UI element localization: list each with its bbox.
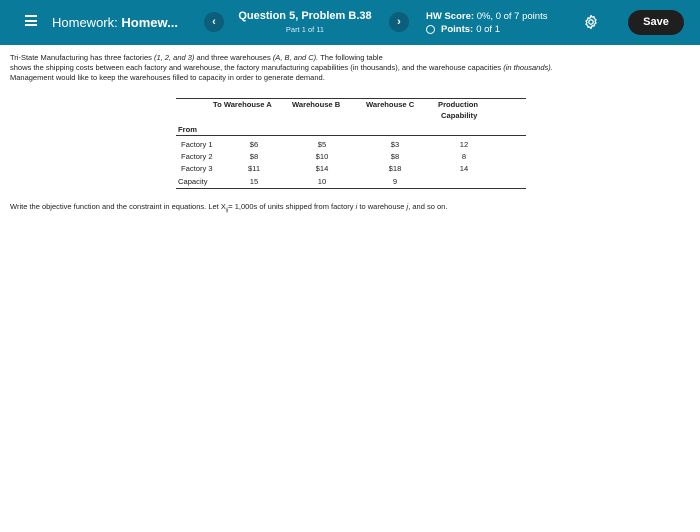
cell-cost-c: $3 (390, 140, 400, 149)
row-label: Factory 3 (181, 164, 213, 173)
problem-text: Tri-State Manufacturing has three factories (10, 53, 154, 62)
header-production: Production (438, 100, 479, 109)
gear-icon[interactable] (583, 14, 599, 30)
problem-units: (in thousands). (503, 63, 553, 72)
header-from: From (178, 125, 197, 134)
cell-cost-c: $8 (390, 152, 400, 161)
problem-line-3: Management would like to keep the warehouses filled to capacity in order to generate demand. (10, 73, 325, 82)
cell-cost-b: $10 (315, 152, 329, 161)
header-warehouse-c: Warehouse C (366, 100, 415, 109)
homework-title[interactable] (52, 15, 178, 30)
save-button[interactable]: Save (628, 10, 684, 35)
previous-question-button[interactable] (204, 12, 224, 32)
problem-text: shows the shipping costs between each factory and warehouse, the factory manufacturing capabilities (in thousands), and the warehouse capacities (10, 63, 504, 72)
top-bar (0, 0, 700, 45)
next-question-button[interactable] (389, 12, 409, 32)
hw-score-value: 0%, 0 of 7 points (476, 11, 548, 22)
problem-line-1 (10, 53, 695, 63)
question-var-i: i (355, 202, 358, 211)
points-label: Points: (441, 24, 474, 35)
header-warehouse-b: Warehouse B (292, 100, 341, 109)
question-subscript: ij (225, 207, 229, 214)
homework-prefix: Homework: (52, 15, 118, 30)
table-rule-header (176, 135, 526, 136)
hw-score (426, 11, 547, 22)
problem-text: and three warehouses (194, 53, 273, 62)
row-label-capacity: Capacity (178, 177, 208, 186)
homework-name: Homew... (121, 15, 178, 30)
cell-cost-b: $5 (317, 140, 327, 149)
hamburger-menu-icon[interactable] (25, 15, 37, 26)
cell-cost-b: $14 (315, 164, 329, 173)
capacity-c: 9 (392, 177, 398, 186)
question-var-j: j (406, 202, 409, 211)
problem-line-2 (10, 63, 695, 73)
problem-warehouses: (A, B, and C). (272, 53, 319, 62)
cell-cost-c: $18 (388, 164, 402, 173)
chevron-left-icon: ‹ (212, 16, 216, 28)
header-warehouse-a: To Warehouse A (213, 100, 272, 109)
problem-statement (10, 53, 695, 83)
capacity-a: 15 (249, 177, 259, 186)
cell-cost-a: $11 (247, 164, 261, 173)
question-text: Write the objective function and the constraint in equations. Let X (10, 202, 226, 211)
points-value: 0 of 1 (476, 24, 500, 35)
points-circle-icon (426, 25, 435, 34)
table-rule-top (176, 98, 526, 99)
question-part: Part 1 of 11 (285, 25, 325, 34)
chevron-right-icon: › (397, 16, 401, 28)
header-capability: Capability (441, 111, 478, 120)
cell-cost-a: $6 (249, 140, 259, 149)
row-label: Factory 2 (181, 152, 213, 161)
question-text: , and so on. (408, 202, 448, 211)
cell-cost-a: $8 (249, 152, 259, 161)
question-prompt (10, 202, 447, 214)
problem-text: The following table (318, 53, 383, 62)
hw-score-label: HW Score: (426, 11, 475, 22)
problem-factories: (1, 2, and 3) (153, 53, 195, 62)
question-title: Question 5, Problem B.38 (238, 10, 372, 22)
table-rule-bottom (176, 188, 526, 189)
points-status (426, 24, 500, 35)
cell-capability: 12 (459, 140, 469, 149)
question-text: to warehouse (357, 202, 407, 211)
question-text: = 1,000s of units shipped from factory (228, 202, 356, 211)
cell-capability: 14 (459, 164, 469, 173)
capacity-b: 10 (317, 177, 327, 186)
row-label: Factory 1 (181, 140, 213, 149)
cell-capability: 8 (461, 152, 467, 161)
